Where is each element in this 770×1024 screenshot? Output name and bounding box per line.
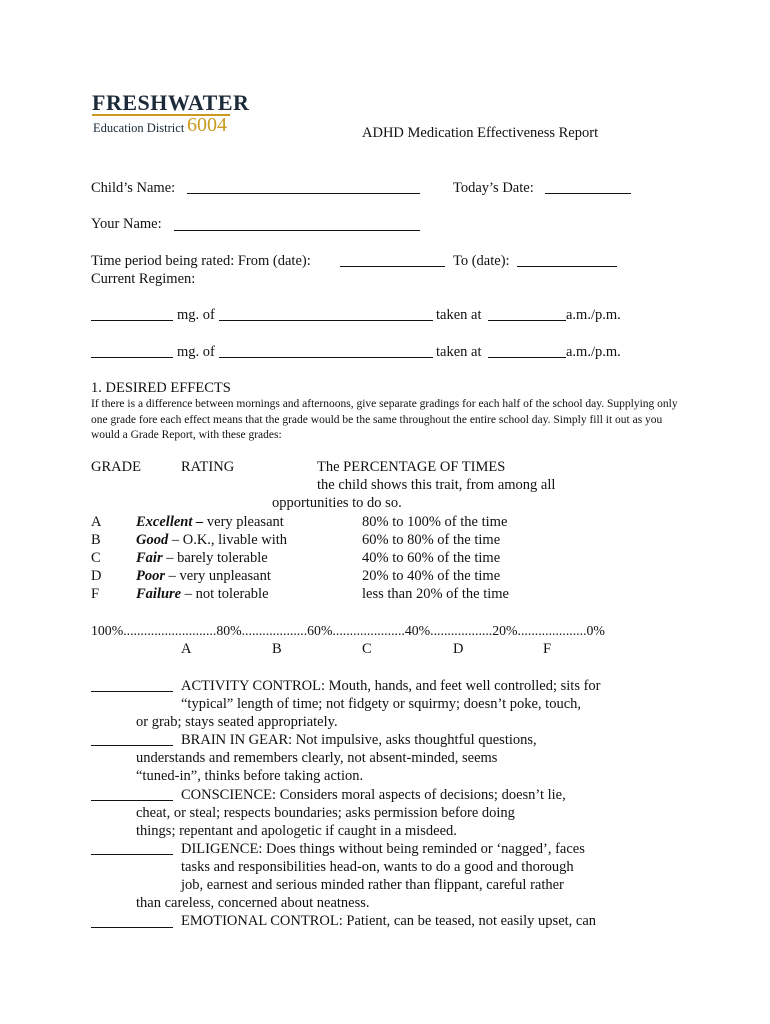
diligence-grade-field[interactable] (91, 854, 173, 855)
district-logo-name: FRESHWATER (92, 90, 250, 115)
grade-column-header: GRADE (91, 459, 141, 475)
conscience-text-2: cheat, or steal; respects boundaries; asks permission before doing (136, 805, 515, 821)
grade-rating-name: Failure (136, 586, 182, 602)
activity-control-text: ACTIVITY CONTROL: Mouth, hands, and feet well controlled; sits for (181, 678, 601, 694)
taken-at-label-2: taken at (436, 344, 482, 360)
grade-percentage: 20% to 40% of the time (362, 568, 501, 584)
to-date-label: To (date): (453, 253, 510, 269)
ampm-label-1: a.m./p.m. (566, 307, 621, 323)
from-date-field[interactable] (340, 266, 445, 267)
grade-rating-desc: – barely tolerable (162, 550, 268, 566)
current-regimen-label: Current Regimen: (91, 271, 196, 287)
dose-2-field[interactable] (91, 357, 173, 358)
mg-of-label-2: mg. of (177, 344, 215, 360)
emotional-control-grade-field[interactable] (91, 927, 173, 928)
scale-letter: D (453, 641, 464, 657)
mg-of-label-1: mg. of (177, 307, 215, 323)
scale-letter: F (543, 641, 552, 657)
percentage-column-header-line3: opportunities to do so. (272, 495, 402, 511)
grade-letter: C (91, 550, 101, 566)
grade-percentage: 40% to 60% of the time (362, 550, 501, 566)
grade-rating-desc: – very unpleasant (165, 568, 271, 584)
grade-rating-name: Excellent – (136, 514, 204, 530)
conscience-text: CONSCIENCE: Considers moral aspects of decisions; doesn’t lie, (181, 787, 566, 803)
activity-control-grade-field[interactable] (91, 691, 173, 692)
dose-1-field[interactable] (91, 320, 173, 321)
grade-rating-desc: – not tolerable (181, 586, 269, 602)
section-intro: If there is a difference between mornings and afternoons, give separate gradings for each half of the school day. Supplying only one grade fore each effect means that the grade would be the same throughout the entire school day. Simply fill it out as you would a Grade Report, with these grades: (91, 398, 678, 441)
diligence-text-4: than careless, concerned about neatness. (136, 895, 370, 911)
percentage-column-header-line2: the child shows this trait, from among all (317, 477, 556, 493)
brain-in-gear-text: BRAIN IN GEAR: Not impulsive, asks thoughtful questions, (181, 732, 537, 748)
district-logo-subtitle: Education District (93, 121, 185, 135)
grade-rating (136, 531, 287, 549)
grade-rating-name: Poor (136, 568, 165, 584)
grade-percentage: 80% to 100% of the time (362, 514, 508, 530)
emotional-control-text: EMOTIONAL CONTROL: Patient, can be teased, not easily upset, can (181, 913, 597, 929)
grade-rating (136, 567, 271, 585)
grade-rating-desc: – O.K., livable with (168, 532, 288, 548)
grade-rating-name: Fair (136, 550, 163, 566)
to-date-field[interactable] (517, 266, 617, 267)
grade-letter: F (91, 586, 100, 602)
your-name-label: Your Name: (91, 216, 162, 232)
brain-in-gear-text-2: understands and remembers clearly, not absent-minded, seems (136, 750, 498, 766)
section-heading: 1. DESIRED EFFECTS (91, 380, 231, 396)
time-2-field[interactable] (488, 357, 566, 358)
district-logo-number: 6004 (187, 114, 227, 136)
diligence-text-2: tasks and responsibilities head-on, wants to do a good and thorough (181, 859, 574, 875)
percentage-scale: 100%...........................80%...................60%.....................40%..................20%....................0% (91, 623, 605, 638)
todays-date-label: Today’s Date: (453, 180, 534, 196)
diligence-text-3: job, earnest and serious minded rather than flippant, careful rather (181, 877, 564, 893)
rating-column-header: RATING (181, 459, 235, 475)
taken-at-label-1: taken at (436, 307, 482, 323)
medication-2-field[interactable] (219, 357, 433, 358)
conscience-grade-field[interactable] (91, 800, 173, 801)
conscience-text-3: things; repentant and apologetic if caught in a misdeed. (136, 823, 457, 839)
child-name-field[interactable] (187, 193, 420, 194)
activity-control-text-2: “typical” length of time; not fidgety or squirmy; doesn’t poke, touch, (181, 696, 582, 712)
grade-percentage: less than 20% of the time (362, 586, 509, 602)
your-name-field[interactable] (174, 230, 420, 231)
grade-letter: B (91, 532, 101, 548)
grade-rating (136, 513, 284, 531)
grade-letter: D (91, 568, 102, 584)
percentage-column-header: The PERCENTAGE OF TIMES (317, 459, 506, 475)
scale-letter: A (181, 641, 192, 657)
scale-letter: B (272, 641, 282, 657)
grade-letter: A (91, 514, 102, 530)
grade-rating (136, 549, 268, 567)
medication-1-field[interactable] (219, 320, 433, 321)
grade-rating (136, 585, 269, 603)
diligence-text: DILIGENCE: Does things without being reminded or ‘nagged’, faces (181, 841, 585, 857)
brain-in-gear-text-3: “tuned-in”, thinks before taking action. (136, 768, 364, 784)
time-1-field[interactable] (488, 320, 566, 321)
grade-percentage: 60% to 80% of the time (362, 532, 501, 548)
activity-control-text-3: or grab; stays seated appropriately. (136, 714, 338, 730)
page-title: ADHD Medication Effectiveness Report (362, 125, 599, 141)
child-name-label: Child’s Name: (91, 180, 176, 196)
todays-date-field[interactable] (545, 193, 631, 194)
scale-letter: C (362, 641, 372, 657)
grade-rating-desc: very pleasant (203, 514, 284, 530)
brain-in-gear-grade-field[interactable] (91, 745, 173, 746)
time-period-label: Time period being rated: From (date): (91, 253, 311, 269)
ampm-label-2: a.m./p.m. (566, 344, 621, 360)
grade-rating-name: Good (136, 532, 169, 548)
